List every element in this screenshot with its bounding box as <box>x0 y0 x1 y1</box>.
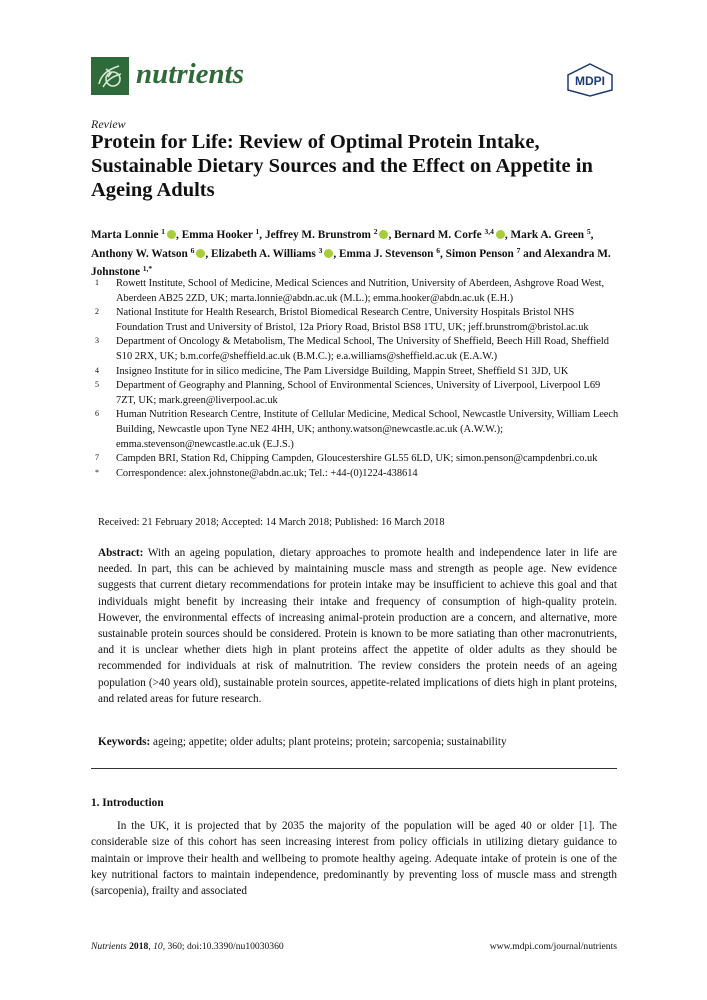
author <box>511 229 591 241</box>
author-affiliation-mark: 1,* <box>142 264 153 273</box>
affiliation-item <box>95 365 620 380</box>
author-affiliation-mark: 1 <box>161 227 166 236</box>
orcid-icon[interactable] <box>324 249 333 258</box>
affiliation-item <box>95 379 620 408</box>
footer-citation: Nutrients 2018, 10, 360; doi:10.3390/nu10030360 <box>91 941 284 952</box>
keywords-label: Keywords: <box>98 736 151 748</box>
author-affiliation-mark: 5 <box>586 227 591 236</box>
author-name: Jeffrey M. Brunstrom <box>264 229 374 241</box>
author-affiliation-mark: 6 <box>436 245 441 255</box>
keywords <box>98 736 617 748</box>
introduction-paragraph <box>91 818 617 899</box>
affiliation-number: * <box>95 467 99 477</box>
author <box>338 245 441 260</box>
affiliation-number: 2 <box>95 307 99 317</box>
section-divider <box>91 768 617 769</box>
orcid-icon[interactable] <box>196 249 205 258</box>
orcid-icon[interactable] <box>496 230 505 239</box>
affiliation-item <box>95 408 620 452</box>
author-and: and <box>520 247 544 260</box>
affiliation-text: Department of Geography and Planning, School of Environmental Sciences, University of Liverpool, Liverpool L69 7ZT, UK; mark.green@liverpool.ac.uk <box>116 380 601 406</box>
author-affiliation-mark: 3 <box>318 245 323 255</box>
author <box>182 229 260 241</box>
publication-dates: Received: 21 February 2018; Accepted: 14 March 2018; Published: 16 March 2018 <box>98 517 445 528</box>
affiliation-number: 1 <box>95 278 99 287</box>
affiliation-number: 5 <box>95 380 99 390</box>
journal-logo-icon <box>91 57 129 95</box>
affiliation-item <box>95 452 620 467</box>
author-affiliation-mark: 6 <box>190 245 195 255</box>
author-name: Alexandra M. Johnstone <box>91 247 611 278</box>
keywords-text: ageing; appetite; older adults; plant proteins; protein; sarcopenia; sustainability <box>153 736 507 748</box>
affiliation-list <box>95 277 620 481</box>
author <box>445 245 521 260</box>
affiliation-item <box>95 306 620 335</box>
affiliation-text: Rowett Institute, School of Medicine, Medical Sciences and Nutrition, University of Aberdeen, Ashgrove Road West, Aberdeen AB25 2ZD, UK; marta.lonnie@abdn.ac.uk (M.L.); emma.hooker@abdn.ac.uk (E.H.) <box>116 278 605 304</box>
affiliation-text: Correspondence: alex.johnstone@abdn.ac.uk; Tel.: +44-(0)1224-438614 <box>116 467 418 479</box>
affiliation-number: 7 <box>95 453 99 463</box>
footer-journal: Nutrients <box>91 941 127 952</box>
affiliation-text: Human Nutrition Research Centre, Institute of Cellular Medicine, Medical School, Newcastle University, William Leech Building, Newcastle upon Tyne NE2 4HH, UK; anthony.watson@newcastle.ac.uk (A.W.W.); emma.stevenson@newcastle.ac.uk (E.J.S.) <box>116 409 619 450</box>
author-name: Emma J. Stevenson <box>338 247 437 260</box>
author-list: Marta Lonnie $^1$ , Emma Hooker $^1$, Jeffrey M. Brunstrom $^2$ , Bernard M. Corfe $^{3,4}$ , Mark A. Green $^5$, Anthony W. Watson $^6$ , Elizabeth A. Williams $^3$ , Emma J. Stevenson $^6$, Simon Penson $^7$ and Alexandra M. Johnstone $^{1,*}$ <box>91 227 611 278</box>
orcid-icon[interactable] <box>379 230 388 239</box>
section-heading-introduction: 1. Introduction <box>91 797 164 809</box>
affiliation-text: Department of Oncology & Metabolism, The Medical School, The University of Sheffield, Beech Hill Road, Sheffield S10 2RX, UK; b.m.corfe@sheffield.ac.uk (B.M.C.); e.a.williams@sheffield.ac.uk (E.A.W.) <box>116 336 609 362</box>
journal-name: nutrients <box>136 58 244 90</box>
mdpi-logo-icon <box>564 62 616 98</box>
author-name: Mark A. Green <box>510 229 587 241</box>
author-name: Elizabeth A. Williams <box>211 247 319 260</box>
author-affiliation-mark: 2 <box>373 227 378 236</box>
affiliation-item <box>95 467 620 482</box>
article-type: Review <box>91 117 126 131</box>
author-affiliation-mark: 1 <box>255 227 260 236</box>
footer-volume: 10 <box>153 941 163 952</box>
intro-text-rest: ]. The considerable size of this cohort has seen increasing interest from policy officials in utilizing dietary guidance to maintain or improve their health and wellbeing to promote healthy ageing. Adequate intake of protein is one of the key nutritional factors to maintain independence, predominantly by preventing loss of muscle mass and strength (sarcopenia), frailty and associated <box>91 820 617 898</box>
affiliation-number: 3 <box>95 336 99 346</box>
affiliation-number: 4 <box>95 365 99 375</box>
affiliation-item <box>95 335 620 364</box>
footer-url[interactable]: www.mdpi.com/journal/nutrients <box>489 941 617 952</box>
orcid-icon[interactable] <box>167 230 176 239</box>
affiliation-number: 6 <box>95 409 99 419</box>
author-affiliation-mark: 3,4 <box>484 227 494 236</box>
author-name: Anthony W. Watson <box>91 247 191 260</box>
abstract-label: Abstract: <box>98 547 144 559</box>
affiliation-text: National Institute for Health Research, Bristol Biomedical Research Centre, University Hospitals Bristol NHS Foundation Trust and University of Bristol, 12a Priory Road, Bristol BS8 1TU, UK; jeff.brunstrom@bristol.ac.uk <box>116 307 589 333</box>
affiliation-item <box>95 277 620 306</box>
footer-doi: , 360; doi:10.3390/nu10030360 <box>162 941 284 952</box>
author-name: Simon Penson <box>445 247 517 260</box>
author-name: Marta Lonnie <box>91 229 162 241</box>
author-name: Emma Hooker <box>181 229 256 241</box>
author <box>265 229 389 241</box>
footer-year: 2018 <box>129 941 149 952</box>
paper-title: Protein for Life: Review of Optimal Protein Intake, Sustainable Dietary Sources and the Effect on Appetite in Ageing Adults <box>91 131 593 201</box>
author-name: Bernard M. Corfe <box>394 229 485 241</box>
author <box>91 229 176 241</box>
abstract <box>98 545 617 707</box>
author <box>394 229 505 241</box>
intro-text-start: In the UK, it is projected that by 2035 the majority of the population will be aged 40 or older [ <box>117 820 583 832</box>
author <box>211 245 333 260</box>
mdpi-logo-text: MDPI <box>575 74 605 88</box>
affiliation-text: Insigneo Institute for in silico medicine, The Pam Liversidge Building, Mappin Street, Sheffield S1 3JD, UK <box>116 365 569 377</box>
affiliation-text: Campden BRI, Station Rd, Chipping Campden, Gloucestershire GL55 6LD, UK; simon.penson@campdenbri.co.uk <box>116 453 598 465</box>
abstract-text: With an ageing population, dietary approaches to promote health and independence later in life are needed. In part, this can be achieved by maintaining muscle mass and strength as people age. New evidence suggests that current dietary recommendations for protein intake may be insufficient to achieve this goal and that individuals might benefit by increasing their intake and frequency of consumption of high-quality protein. However, the environmental effects of increasing animal-protein production are a concern, and alternative, more sustainable protein sources should be considered. Protein is known to be more satiating than other macronutrients, and it is unclear whether diets high in plant proteins affect the appetite of older adults as they should be recommended for individuals at risk of malnutrition. The review considers the protein needs of an ageing population (>40 years old), sustainable protein sources, appetite-related implications of diets high in plant proteins, and related areas for future research. <box>98 547 617 705</box>
author-affiliation-mark: 7 <box>516 245 521 255</box>
author <box>91 245 205 260</box>
citation-link[interactable]: 1 <box>582 820 589 832</box>
